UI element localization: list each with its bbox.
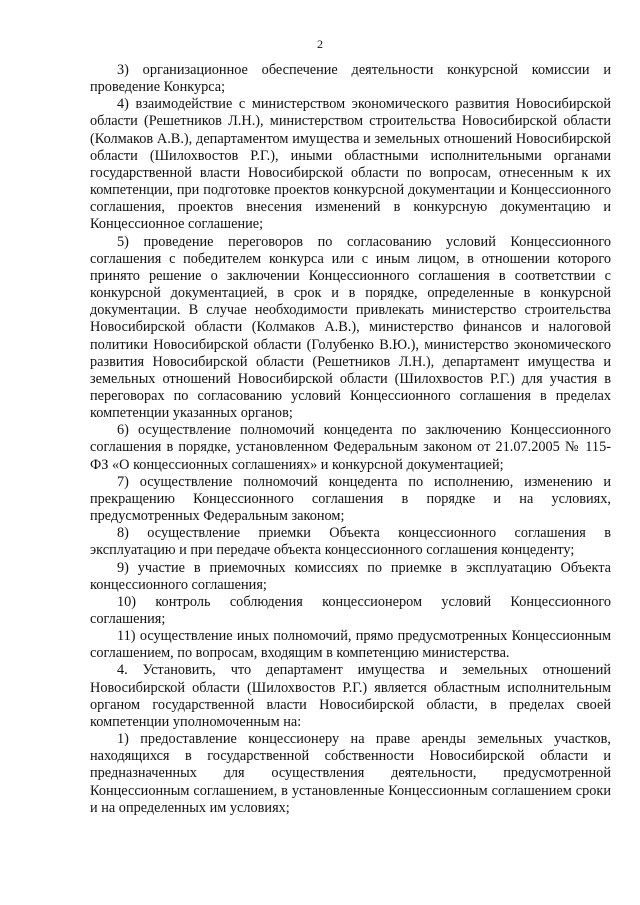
paragraph-item-8: 8) осуществление приемки Объекта концессионного соглашения в эксплуатацию и при передаче объекта концессионного соглашения концеденту; [90,525,611,559]
paragraph-item-10: 10) контроль соблюдения концессионером условий Концессионного соглашения; [90,593,611,627]
document-body [90,62,611,817]
paragraph-section-4: 4. Установить, что департамент имущества и земельных отношений Новосибирской области (Шилохвостов Р.Г.) является областным исполнительным органом государственной власти Новосибирской области, в пределах своей компетенции уполномоченным на: [90,662,611,730]
paragraph-item-9: 9) участие в приемочных комиссиях по приемке в эксплуатацию Объекта концессионного соглашения; [90,559,611,593]
paragraph-item-6: 6) осуществление полномочий концедента по заключению Концессионного соглашения в порядке, установленном Федеральным законом от 21.07.2005 № 115-ФЗ «О концессионных соглашениях» и конкурсной документацией; [90,422,611,473]
paragraph-item-4: 4) взаимодействие с министерством экономического развития Новосибирской области (Решетников Л.Н.), министерством строительства Новосибирской области (Колмаков А.В.), департаментом имущества и земельных отношений Новосибирской области (Шилохвостов Р.Г.), иными областными исполнительными органами государственной власти Новосибирской области по вопросам, отнесенным к их компетенции, при подготовке проектов конкурсной документации и Концессионного соглашения, проектов внесения изменений в конкурсную документацию и Концессионное соглашение; [90,96,611,233]
paragraph-item-7: 7) осуществление полномочий концедента по исполнению, изменению и прекращению Концессионного соглашения в порядке и на условиях, предусмотренных Федеральным законом; [90,473,611,525]
paragraph-item-5: 5) проведение переговоров по согласованию условий Концессионного соглашения с победителем конкурса или с иным лицом, в отношении которого принято решение о заключении Концессионного соглашения в соответствии с конкурсной документацией, в срок и в порядке, определенные в конкурсной документации. В случае необходимости привлекать министерство строительства Новосибирской области (Колмаков А.В.), министерство финансов и налоговой политики Новосибирской области (Голубенко В.Ю.), министерство экономического развития Новосибирской области (Решетников Л.Н.), департамент имущества и земельных отношений Новосибирской области (Шилохвостов Р.Г.) для участия в переговорах по согласованию условий Концессионного соглашения в пределах компетенции указанных органов; [90,233,611,422]
paragraph-section-4-item-1: 1) предоставление концессионеру на праве аренды земельных участков, находящихся в государственной собственности Новосибирской области и предназначенных для осуществления деятельности, предусмотренной Концессионным соглашением, в установленные Концессионным соглашением сроки и на определенных им условиях; [90,731,611,816]
paragraph-item-3: 3) организационное обеспечение деятельности конкурсной комиссии и проведение Конкурса; [90,62,611,96]
page-number: 2 [317,37,323,51]
paragraph-item-11: 11) осуществление иных полномочий, прямо предусмотренных Концессионным соглашением, по вопросам, входящим в компетенцию министерства. [90,628,611,662]
